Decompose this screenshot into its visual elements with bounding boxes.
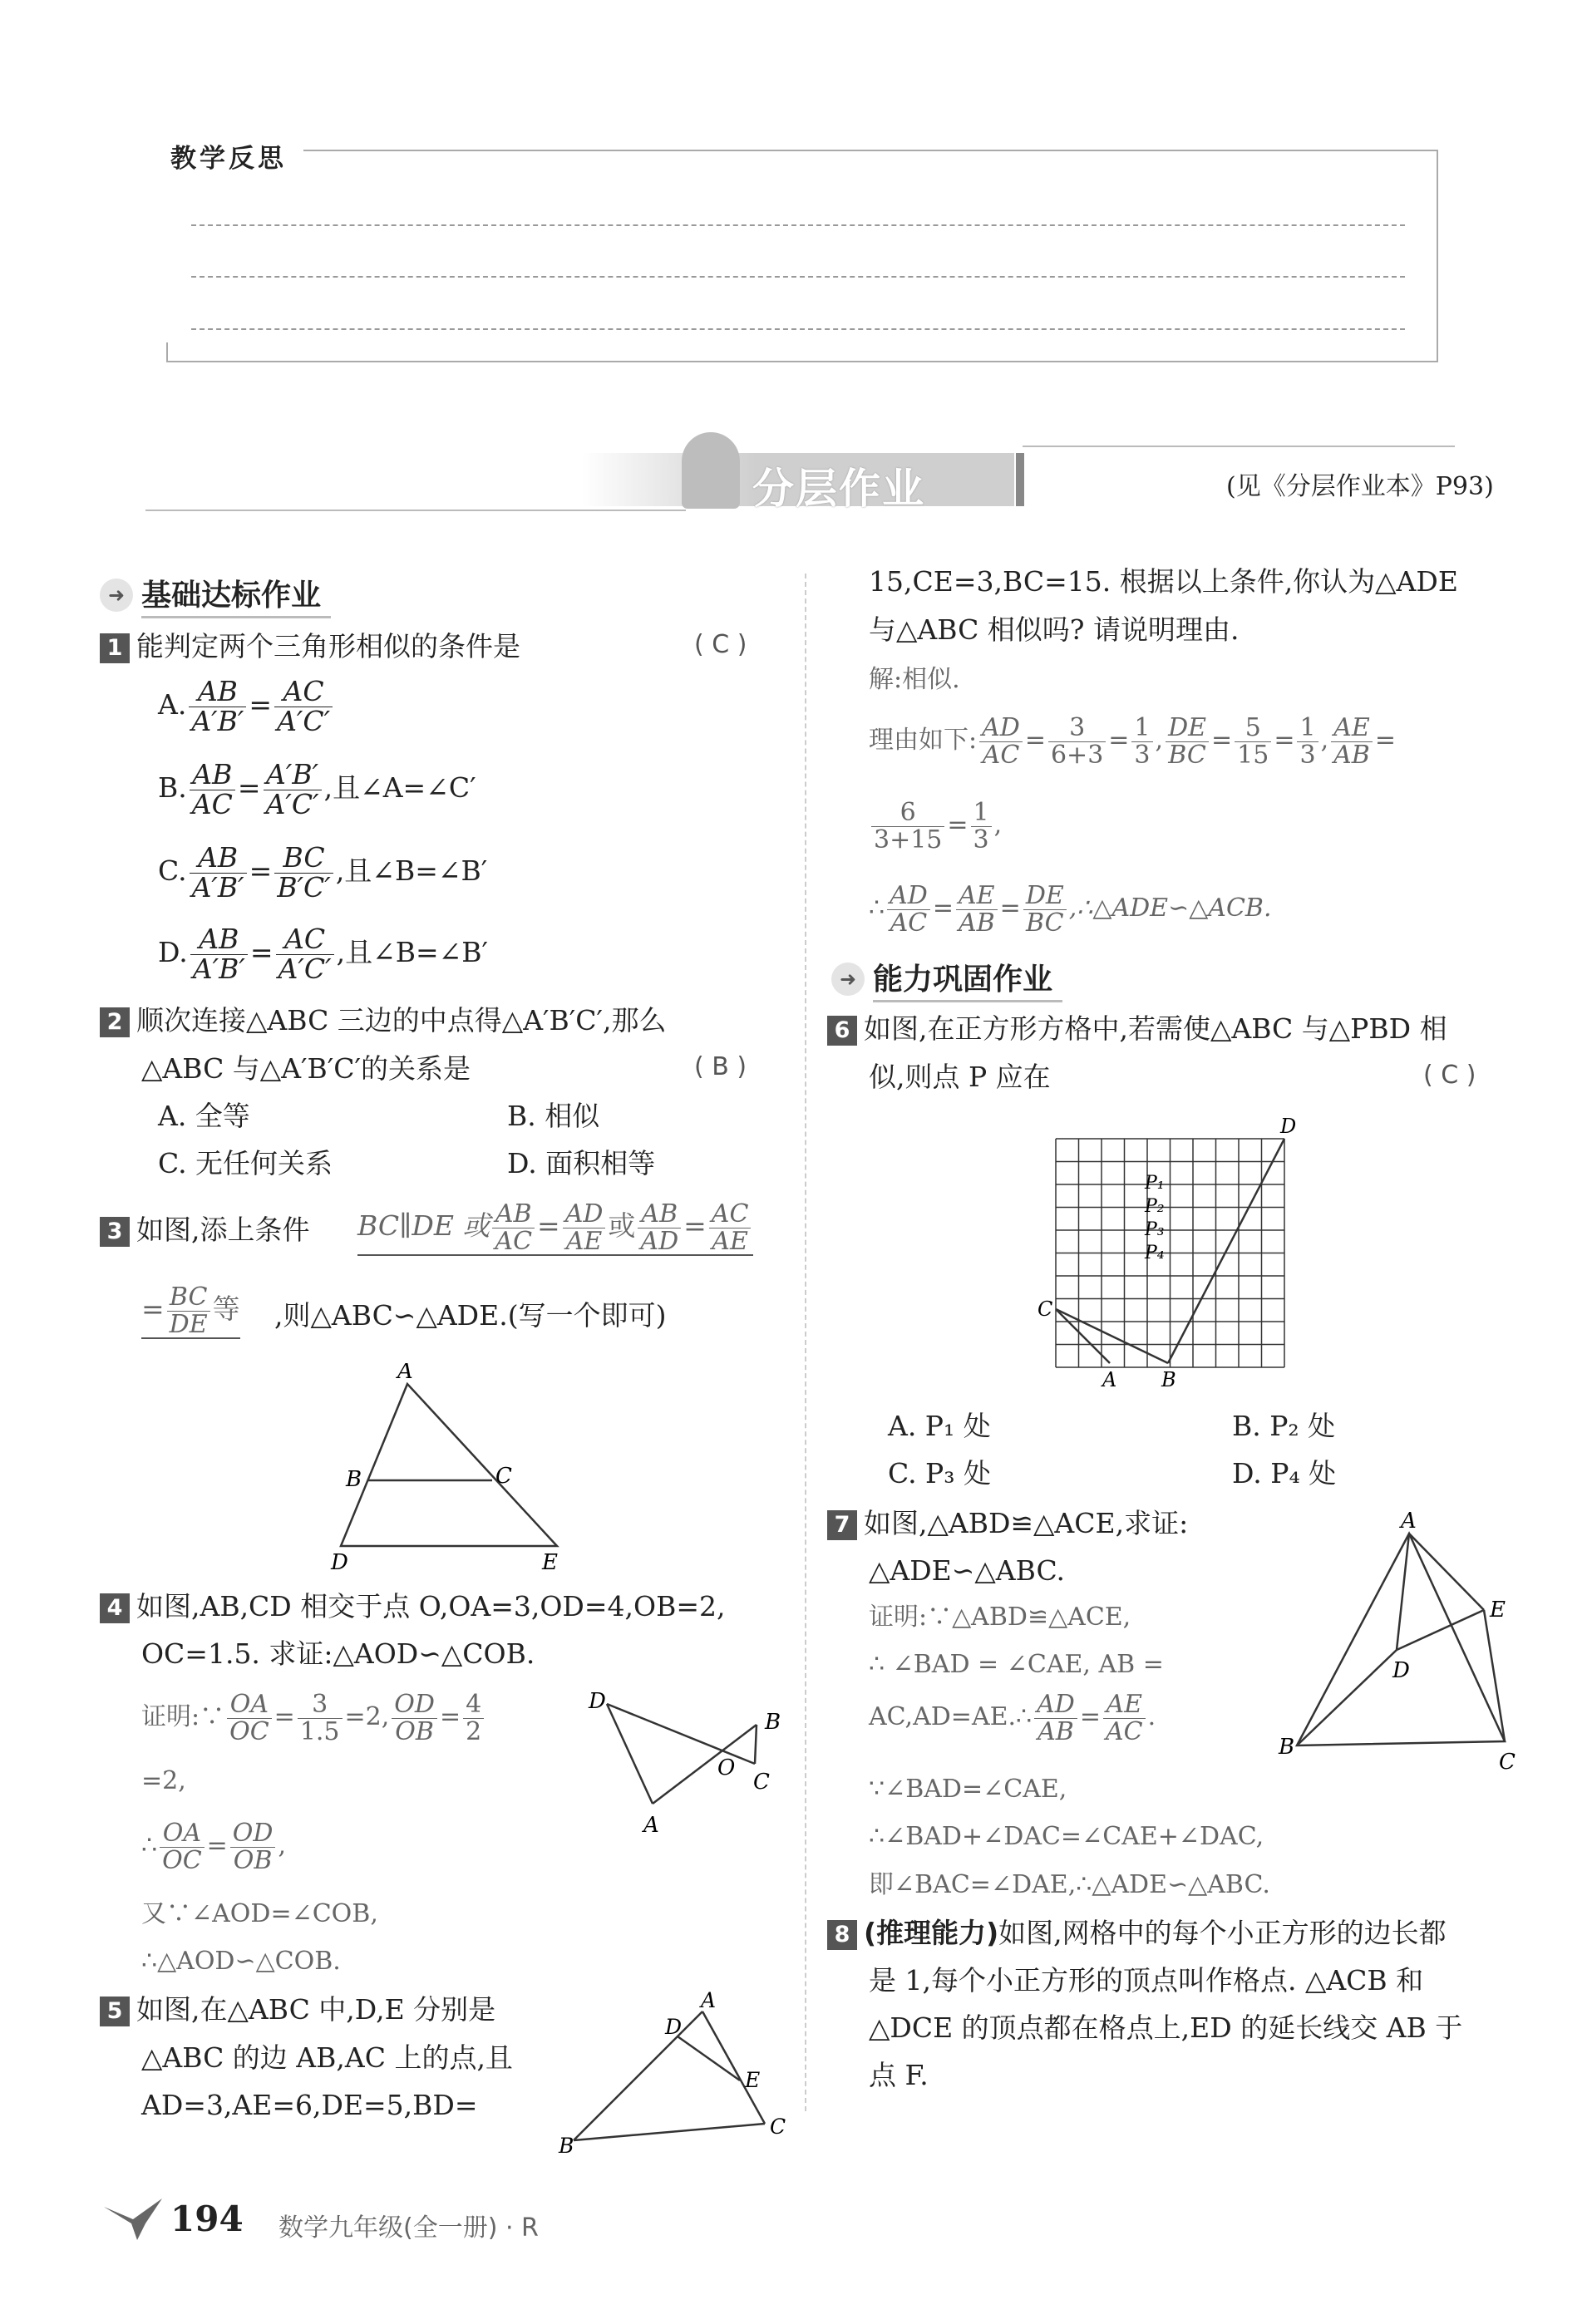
q6-option-a: A. P₁ 处 <box>888 1410 991 1442</box>
question-2-line1: 2 顺次连接△ABC 三边的中点得△A′B′C′,那么 <box>100 997 667 1044</box>
q7-label-a: A <box>1401 1509 1417 1534</box>
q5-reason-line1: 理由如下: $\frac{AD}{AC}$ = $\frac{3}{6+3}$ = $\frac{1}{3}$ , $\frac{DE}{BC}$ = $\frac{5}{15}$ = $\frac{1}{3}$ , $\frac{AE}{AB}$ = <box>869 713 1396 770</box>
question-number: 3 <box>100 1217 130 1247</box>
section-ability-header <box>831 956 1062 1002</box>
question-5-line5: 与△ABC 相似吗? 请说明理由. <box>869 613 1240 646</box>
question-number: 8 <box>827 1920 857 1950</box>
q3-label-c: C <box>495 1464 512 1489</box>
q6-label-p3: P₃ <box>1145 1219 1165 1240</box>
q1-option-d: D. $\frac{AB}{A'B'}$ = $\frac{AC}{A'C'}$ ,且∠B=∠B′ <box>158 923 489 985</box>
question-number: 5 <box>100 1997 130 2026</box>
question-2-line2: △ABC 与△A′B′C′的关系是 <box>141 1052 471 1085</box>
q3-label-b: B <box>346 1467 362 1492</box>
banner-reference: (见《分层作业本》P93) <box>1226 472 1494 501</box>
q6-label-d: D <box>1280 1115 1297 1138</box>
q4-label-d: D <box>589 1689 606 1714</box>
q4-label-a: A <box>643 1813 659 1838</box>
question-5-line3: AD=3,AE=6,DE=5,BD= <box>141 2089 478 2121</box>
section-basic-label: 基础达标作业 <box>141 572 331 618</box>
q4-proof-line1: 证明:∵ $\frac{OA}{OC}$ = $\frac{3}{1.5}$ =2, $\frac{OD}{OB}$ = $\frac{4}{2}$ <box>141 1691 486 1745</box>
q3-triangle-figure <box>324 1363 574 1579</box>
q2-option-c: C. 无任何关系 <box>158 1147 333 1179</box>
reflection-writing-line <box>191 224 1405 226</box>
q8-tag: (推理能力) <box>864 1917 999 1949</box>
q4-bowtie-figure <box>582 1679 798 1845</box>
reflection-left-rule <box>166 342 168 362</box>
reflection-top-rule <box>303 150 1438 151</box>
question-8-line2: 是 1,每个小正方形的顶点叫作格点. △ACB 和 <box>869 1964 1424 1997</box>
question-6-answer: ( C ) <box>1423 1061 1476 1090</box>
q5-label-d: D <box>665 2015 683 2039</box>
q7-proof-6: 即∠BAC=∠DAE,∴△ADE∽△ABC. <box>869 1870 1270 1899</box>
q2-option-b: B. 相似 <box>507 1100 600 1132</box>
question-1-answer: ( C ) <box>694 630 747 659</box>
q5-conclusion: ∴ $\frac{AD}{AC}$ = $\frac{AE}{AB}$ = $\frac{DE}{BC}$ ,∴△ADE∽△ACB. <box>869 881 1272 938</box>
book-title: 数学九年级(全一册) · R <box>278 2213 539 2243</box>
bird-logo-icon <box>100 2194 166 2244</box>
q4-proof-line3: ∴ $\frac{OA}{OC}$ = $\frac{OD}{OB}$ , <box>141 1819 286 1875</box>
q1-option-a: A. $\frac{AB}{A'B'}$ = $\frac{AC}{A'C'}$ <box>158 677 335 736</box>
q4-proof-line4: 又∵∠AOD=∠COB, <box>141 1899 378 1928</box>
banner-icon <box>682 432 740 509</box>
q6-option-b: B. P₂ 处 <box>1232 1410 1336 1442</box>
reflection-right-rule <box>1437 150 1438 362</box>
q4-label-b: B <box>765 1710 781 1735</box>
q3-label-d: D <box>331 1550 348 1575</box>
question-8-line3: △DCE 的顶点都在格点上,ED 的延长线交 AB 于 <box>869 2011 1463 2044</box>
q7-label-d: D <box>1392 1658 1410 1683</box>
q7-proof-4: ∵∠BAD=∠CAE, <box>869 1775 1067 1804</box>
q7-proof-3: AC,AD=AE.∴ $\frac{AD}{AB}$ = $\frac{AE}{AC}$ . <box>869 1690 1156 1746</box>
question-number: 4 <box>100 1593 130 1623</box>
question-5-line1: 5 如图,在△ABC 中,D,E 分别是 <box>100 1987 495 2033</box>
question-3-answer-cont: = $\frac{BC}{DE}$ 等 <box>141 1283 240 1339</box>
q3-label-e: E <box>542 1550 558 1575</box>
q6-option-d: D. P₄ 处 <box>1232 1457 1337 1489</box>
q5-label-c: C <box>770 2115 786 2139</box>
question-8-line1: 8 (推理能力)如图,网格中的每个小正方形的边长都 <box>827 1910 1447 1957</box>
q4-proof-line2: =2, <box>141 1766 186 1795</box>
banner-right-rule <box>1023 446 1455 447</box>
q5-label-b: B <box>559 2134 574 2157</box>
question-1-stem: 1 能判定两个三角形相似的条件是 <box>100 623 520 670</box>
question-number: 6 <box>827 1016 857 1046</box>
q7-figure <box>1264 1496 1538 1779</box>
q2-option-a: A. 全等 <box>158 1100 250 1132</box>
question-4-line2: OC=1.5. 求证:△AOD∽△COB. <box>141 1637 535 1670</box>
q6-option-c: C. P₃ 处 <box>888 1457 991 1489</box>
q4-label-c: C <box>753 1770 770 1795</box>
question-number: 2 <box>100 1007 130 1037</box>
question-2-answer: ( B ) <box>694 1052 747 1081</box>
question-7-line2: △ADE∽△ABC. <box>869 1554 1066 1587</box>
q6-label-a: A <box>1102 1368 1117 1391</box>
q4-label-o: O <box>717 1755 736 1780</box>
section-ability-label: 能力巩固作业 <box>873 956 1062 1002</box>
q6-grid-figure <box>1031 1110 1314 1401</box>
question-3-answer: BC∥DE 或 $\frac{AB}{AC}$ = $\frac{AD}{AE}$ 或 $\frac{AB}{AD}$ = $\frac{AC}{AE}$ <box>357 1201 753 1256</box>
reflection-writing-line <box>191 276 1405 278</box>
question-7-line1: 7 如图,△ABD≌△ACE,求证: <box>827 1500 1188 1547</box>
q7-label-b: B <box>1279 1735 1295 1760</box>
q7-proof-2: ∴ ∠BAD = ∠CAE, AB = <box>869 1650 1164 1679</box>
q6-label-b: B <box>1161 1368 1176 1391</box>
reflection-writing-line <box>191 328 1405 330</box>
question-5-line4: 15,CE=3,BC=15. 根据以上条件,你认为△ADE <box>869 565 1458 598</box>
q6-label-c: C <box>1038 1297 1053 1321</box>
q3-label-a: A <box>397 1363 413 1384</box>
question-3-stem: 3 如图,添上条件 <box>100 1207 310 1253</box>
question-number: 1 <box>100 633 130 663</box>
arrow-icon: ➜ <box>100 579 133 612</box>
arrow-icon: ➜ <box>831 963 865 996</box>
q6-label-p4: P₄ <box>1145 1243 1165 1263</box>
q7-label-c: C <box>1499 1750 1516 1775</box>
column-divider <box>805 574 806 2111</box>
q4-proof-line5: ∴△AOD∽△COB. <box>141 1947 341 1976</box>
question-6-line1: 6 如图,在正方形方格中,若需使△ABC 与△PBD 相 <box>827 1006 1447 1052</box>
q1-option-b: B. $\frac{AB}{AC}$ = $\frac{A'B'}{A'C'}$ ,且∠A=∠C′ <box>158 758 476 820</box>
q7-proof-5: ∴∠BAD+∠DAC=∠CAE+∠DAC, <box>869 1822 1264 1851</box>
q5-reason-line2: $\frac{6}{3+15}$ = $\frac{1}{3}$ , <box>869 800 1002 853</box>
q5-triangle-figure <box>549 1991 798 2157</box>
banner-title: 分层作业 <box>752 465 925 513</box>
question-number: 7 <box>827 1510 857 1540</box>
question-5-line2: △ABC 的边 AB,AC 上的点,且 <box>141 2041 513 2074</box>
q7-label-e: E <box>1490 1598 1506 1622</box>
section-basic-header <box>100 572 331 618</box>
q6-label-p1: P₁ <box>1145 1173 1165 1194</box>
question-4-line1: 4 如图,AB,CD 相交于点 O,OA=3,OD=4,OB=2, <box>100 1583 725 1630</box>
question-6-line2: 似,则点 P 应在 <box>869 1061 1051 1093</box>
q5-label-e: E <box>745 2068 761 2092</box>
reflection-bottom-rule <box>166 361 1438 362</box>
q5-label-a: A <box>701 1991 717 2012</box>
question-8-line4: 点 F. <box>869 2059 929 2091</box>
page-number: 194 <box>170 2198 244 2239</box>
reflection-title: 教学反思 <box>170 144 287 174</box>
q6-label-p2: P₂ <box>1145 1196 1165 1217</box>
q1-option-c: C. $\frac{AB}{A'B'}$ = $\frac{BC}{B'C'}$ ,且∠B=∠B′ <box>158 841 488 904</box>
banner-end-bar <box>1016 453 1024 506</box>
q7-proof-1: 证明:∵△ABD≌△ACE, <box>869 1603 1131 1632</box>
question-3-tail: ,则△ABC∽△ADE.(写一个即可) <box>274 1299 667 1332</box>
q5-solution: 解:相似. <box>869 665 960 694</box>
q2-option-d: D. 面积相等 <box>507 1147 656 1179</box>
banner-left-rule <box>145 510 686 511</box>
